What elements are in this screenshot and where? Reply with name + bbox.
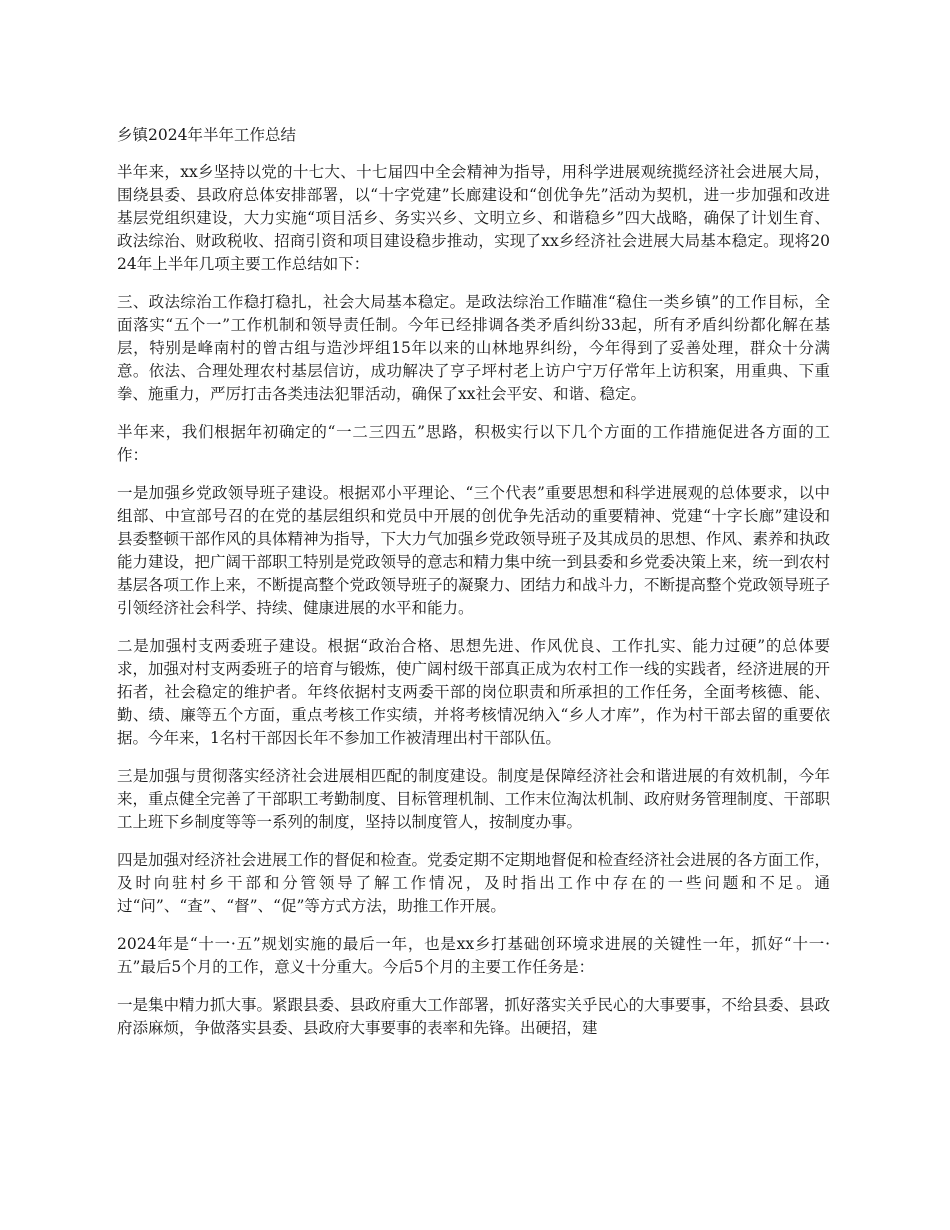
paragraph-intro: 半年来，xx乡坚持以党的十七大、十七届四中全会精神为指导，用科学进展观统揽经济社会进展大局，围绕县委、县政府总体安排部署，以“十字党建”长廊建设和“创优争先”活动为契机，进一步加强和改进基层党组织建设，大力实施“项目活乡、务实兴乡、文明立乡、和谐稳乡”四大战略，确保了计划生育、政法综治、财政税收、招商引资和项目建设稳步推动，实现了xx乡经济社会进展大局基本稳定。现将2024年上半年几项主要工作总结如下：	[117, 163, 830, 273]
paragraph-major-tasks: 一是集中精力抓大事。紧跟县委、县政府重大工作部署，抓好落实关乎民心的大事要事，不给县委、县政府添麻烦，争做落实县委、县政府大事要事的表率和先锋。出硬招，建	[117, 996, 831, 1037]
paragraph-leadership-team: 一是加强乡党政领导班子建设。根据邓小平理论、“三个代表”重要思想和科学进展观的总体要求，以中组部、中宣部号召的在党的基层组织和党员中开展的创优争先活动的重要精神、党建“十字长廊”建设和县委整顿干部作风的具体精神为指导，下大力气加强乡党政领导班子及其成员的思想、作风、素养和执政能力建设，把广阔干部职工特别是党政领导的意志和精力集中统一到县委和乡党委决策上来，统一到农村基层各项工作上来，不断提高整个党政领导班子的凝聚力、团结力和战斗力，不断提高整个党政领导班子引领经济社会科学、持续、健康进展的水平和能力。	[117, 484, 831, 617]
document-page	[117, 124, 830, 1055]
paragraph-supervision: 四是加强对经济社会进展工作的督促和检查。党委定期不定期地督促和检查经济社会进展的各方面工作，及时向驻村乡干部和分管领导了解工作情况，及时指出工作中存在的一些问题和不足。通过“问”、“查”、“督”、“促”等方式方法，助推工作开展。	[117, 851, 831, 915]
paragraph-village-committees: 二是加强村支两委班子建设。根据“政治合格、思想先进、作风优良、工作扎实、能力过硬”的总体要求，加强对村支两委班子的培育与锻炼，使广阔村级干部真正成为农村工作一线的实践者，经济进展的开拓者，社会稳定的维护者。年终依据村支两委干部的岗位职责和所承担的工作任务，全面考核德、能、勤、绩、廉等五个方面，重点考核工作实绩，并将考核情况纳入“乡人才库”，作为村干部去留的重要依据。今年来，1名村干部因长年不参加工作被清理出村干部队伍。	[117, 637, 831, 747]
paragraph-outlook: 2024年是“十一·五”规划实施的最后一年，也是xx乡打基础创环境求进展的关键性一年，抓好“十一·五”最后5个月的工作，意义十分重大。今后5个月的主要工作任务是：	[117, 935, 830, 976]
paragraph-approach: 半年来，我们根据年初确定的“一二三四五”思路，积极实行以下几个方面的工作措施促进各方面的工作：	[117, 423, 830, 464]
document-title: 乡镇2024年半年工作总结	[117, 126, 296, 144]
paragraph-institution-building: 三是加强与贯彻落实经济社会进展相匹配的制度建设。制度是保障经济社会和谐进展的有效机制，今年来，重点健全完善了干部职工考勤制度、目标管理机制、工作末位淘汰机制、政府财务管理制度、干部职工上班下乡制度等等一系列的制度，坚持以制度管人，按制度办事。	[117, 767, 831, 831]
paragraph-legal-affairs: 三、政法综治工作稳打稳扎，社会大局基本稳定。是政法综治工作瞄准“稳住一类乡镇”的工作目标，全面落实“五个一”工作机制和领导责任制。今年已经排调各类矛盾纠纷33起，所有矛盾纠纷都化解在基层，特别是峰南村的曾古组与造沙坪组15年以来的山林地界纠纷，今年得到了妥善处理，群众十分满意。依法、合理处理农村基层信访，成功解决了亨子坪村老上访户宁万仔常年上访积案，用重典、下重拳、施重力，严厉打击各类违法犯罪活动，确保了xx社会平安、和谐、稳定。	[117, 293, 830, 403]
